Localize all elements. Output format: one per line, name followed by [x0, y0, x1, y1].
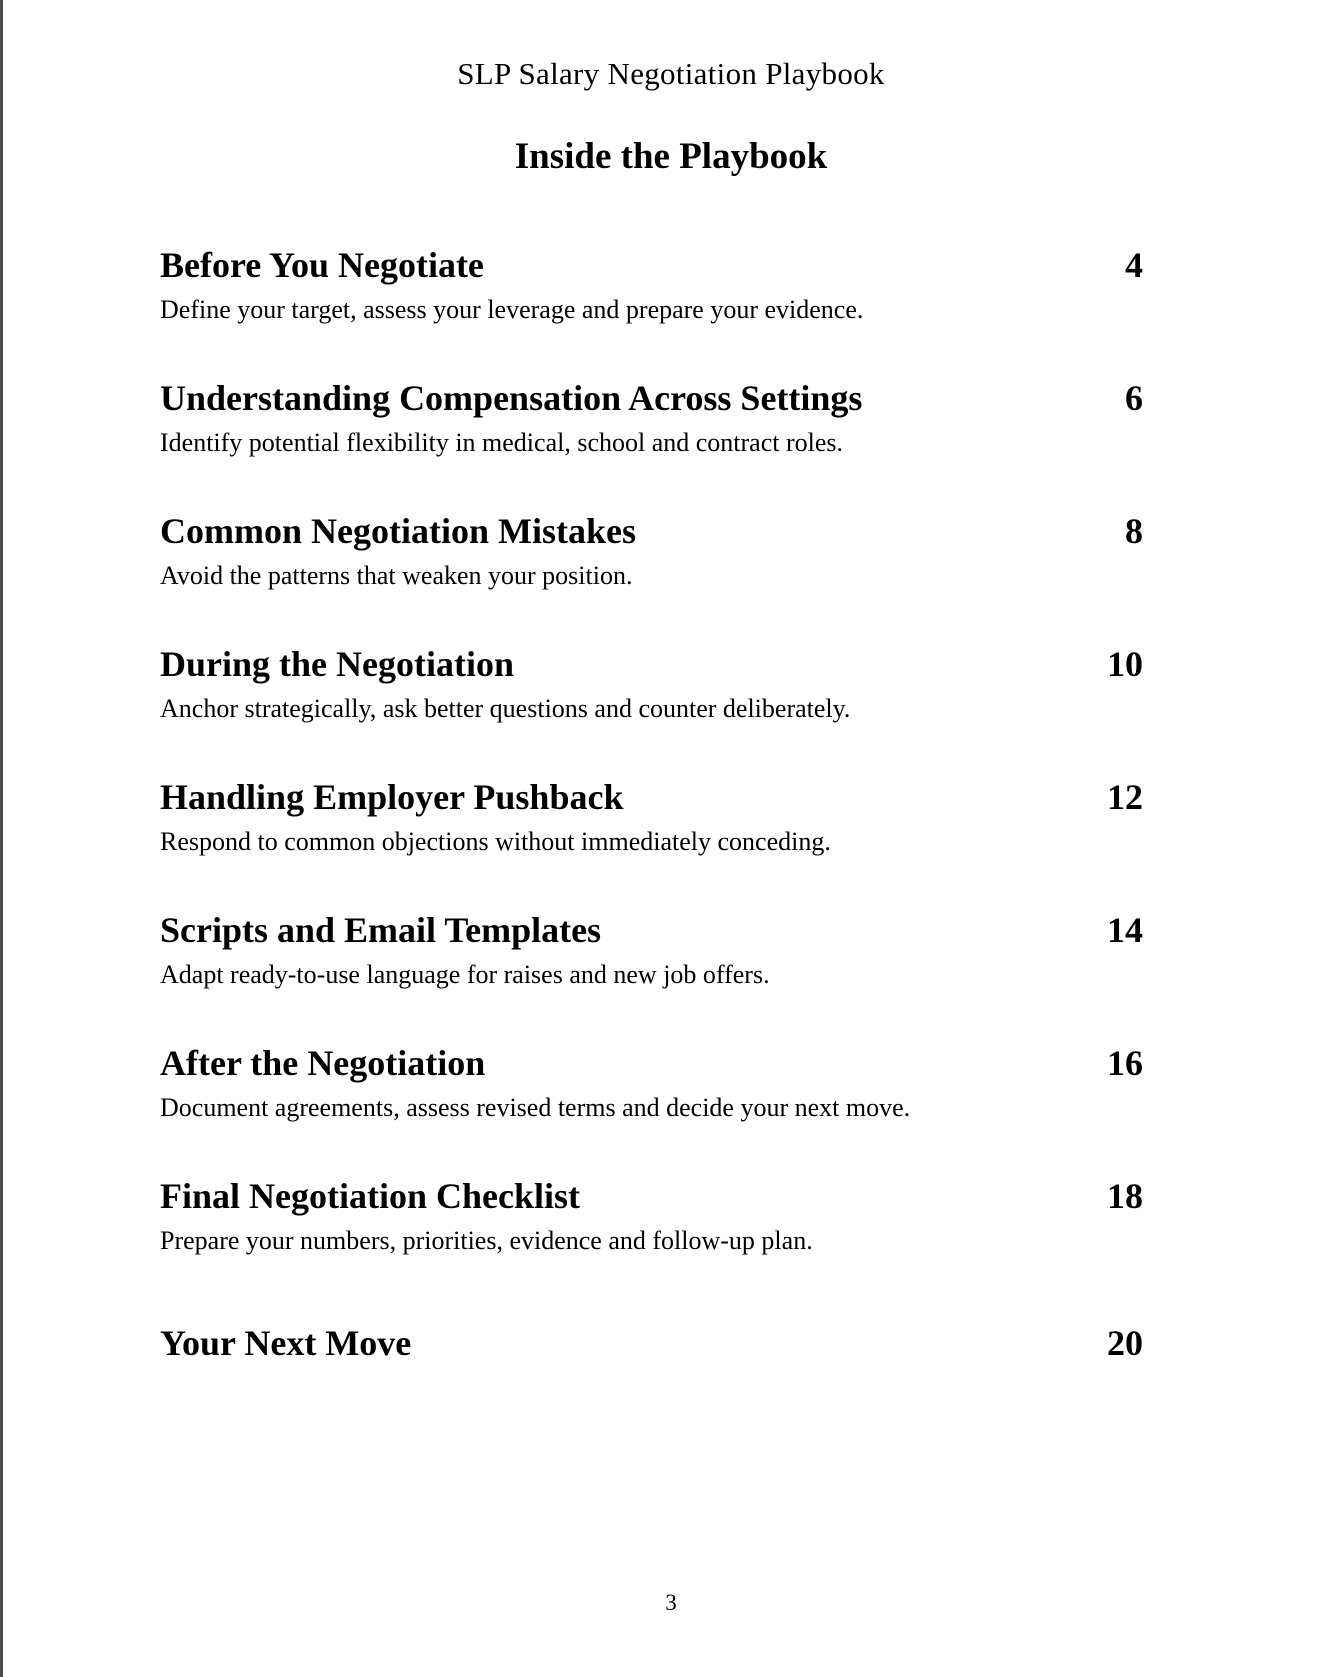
toc-entry-after-negotiation[interactable]: [160, 1041, 1160, 1141]
toc-entry-description: Identify potential flexibility in medical, school and contract roles.: [160, 428, 844, 457]
toc-entry-description: Respond to common objections without immediately conceding.: [160, 827, 831, 856]
toc-entry-scripts-templates[interactable]: [160, 908, 1160, 1008]
running-header-title: SLP Salary Negotiation Playbook: [457, 56, 885, 91]
footer-page-number: 3: [665, 1590, 677, 1615]
toc-entry-page-number: 8: [1125, 511, 1143, 551]
toc-entry-description: Avoid the patterns that weaken your position.: [160, 561, 633, 590]
toc-entry-title: Understanding Compensation Across Settings: [160, 378, 863, 418]
toc-entry-your-next-move[interactable]: [160, 1321, 1160, 1371]
toc-entry-common-mistakes[interactable]: [160, 509, 1160, 609]
toc-entry-page-number: 12: [1107, 777, 1143, 817]
toc-entry-description: Adapt ready-to-use language for raises and new job offers.: [160, 960, 770, 989]
toc-entry-title: Before You Negotiate: [160, 245, 484, 285]
page-title: Inside the Playbook: [514, 136, 828, 177]
toc-entry-title: After the Negotiation: [160, 1043, 486, 1083]
toc-entry-title: Final Negotiation Checklist: [160, 1176, 580, 1216]
toc-entry-understanding-compensation[interactable]: [160, 376, 1160, 476]
toc-entry-employer-pushback[interactable]: [160, 775, 1160, 875]
toc-entry-page-number: 14: [1107, 910, 1143, 950]
toc-entry-description: Document agreements, assess revised terms and decide your next move.: [160, 1093, 911, 1122]
toc-entry-page-number: 18: [1107, 1176, 1143, 1216]
toc-entry-page-number: 4: [1125, 245, 1143, 285]
toc-entry-title: Your Next Move: [160, 1323, 412, 1363]
toc-entry-during-negotiation[interactable]: [160, 642, 1160, 742]
toc-entry-page-number: 20: [1107, 1323, 1143, 1363]
toc-entry-final-checklist[interactable]: [160, 1174, 1160, 1274]
toc-entry-title: Common Negotiation Mistakes: [160, 511, 636, 551]
toc-entry-title: Handling Employer Pushback: [160, 777, 624, 817]
toc-entry-title: Scripts and Email Templates: [160, 910, 602, 950]
toc-entry-description: Prepare your numbers, priorities, evidence and follow-up plan.: [160, 1226, 813, 1255]
toc-entry-description: Anchor strategically, ask better questions and counter deliberately.: [160, 694, 851, 723]
page-edge: [0, 0, 3, 1677]
toc-entry-page-number: 6: [1125, 378, 1143, 418]
toc-entry-page-number: 16: [1107, 1043, 1143, 1083]
toc-entry-title: During the Negotiation: [160, 644, 514, 684]
toc-entry-description: Define your target, assess your leverage and prepare your evidence.: [160, 295, 864, 324]
toc-entry-page-number: 10: [1107, 644, 1143, 684]
toc-entry-before-you-negotiate[interactable]: [160, 243, 1160, 343]
